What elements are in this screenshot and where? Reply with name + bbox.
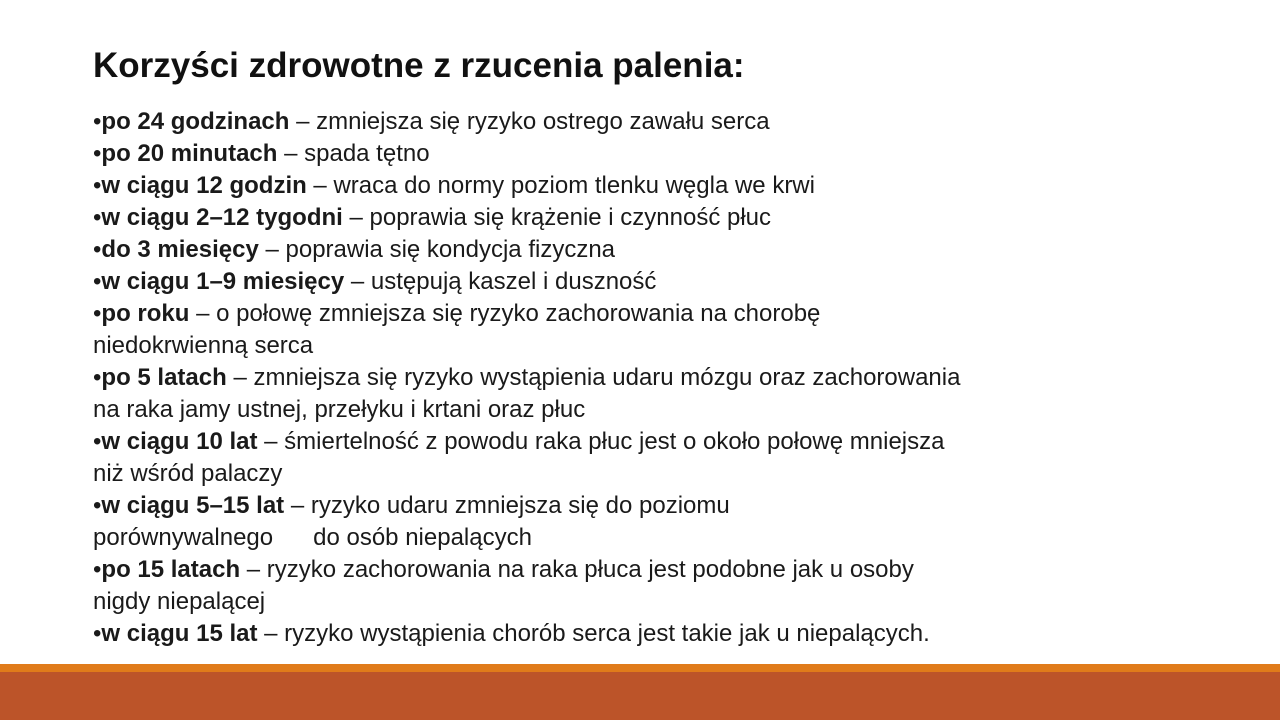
item-text: – ryzyko udaru zmniejsza się do poziomu — [284, 492, 730, 519]
bullet-icon: • — [93, 364, 102, 391]
bullet-icon: • — [93, 556, 102, 583]
item-lead: w ciągu 5–15 lat — [101, 492, 285, 519]
list-item — [93, 138, 1083, 170]
item-lead: w ciągu 12 godzin — [101, 172, 307, 199]
item-text: – ryzyko wystąpienia chorób serca jest takie jak u niepalących. — [257, 620, 930, 647]
list-item — [93, 266, 1083, 298]
list-item — [93, 426, 1083, 490]
bullet-icon: • — [93, 108, 102, 135]
item-text: – poprawia się krążenie i czynność płuc — [342, 204, 772, 231]
bullet-icon: • — [93, 236, 102, 263]
benefits-list — [93, 106, 1083, 650]
bullet-icon: • — [93, 300, 102, 327]
item-text: – o połowę zmniejsza się ryzyko zachorowania na chorobę — [189, 300, 821, 327]
item-text: – zmniejsza się ryzyko ostrego zawału serca — [289, 108, 770, 135]
item-lead: po roku — [101, 300, 190, 327]
item-lead: po 5 latach — [101, 364, 227, 391]
item-text: – wraca do normy poziom tlenku węgla we krwi — [306, 172, 815, 199]
item-continuation: niedokrwienną serca — [93, 332, 314, 359]
item-text: – ryzyko zachorowania na raka płuca jest podobne jak u osoby — [240, 556, 914, 583]
bullet-icon: • — [93, 140, 102, 167]
slide-title: Korzyści zdrowotne z rzucenia palenia: — [93, 46, 745, 85]
item-lead: w ciągu 2–12 tygodni — [101, 204, 343, 231]
item-text: – ustępują kaszel i duszność — [344, 268, 657, 295]
item-text: – zmniejsza się ryzyko wystąpienia udaru mózgu oraz zachorowania — [226, 364, 961, 391]
bullet-icon: • — [93, 268, 102, 295]
item-continuation: porównywalnego do osób niepalących — [93, 524, 532, 551]
list-item — [93, 490, 1083, 554]
list-item — [93, 234, 1083, 266]
item-lead: po 24 godzinach — [101, 108, 290, 135]
item-text: – spada tętno — [277, 140, 430, 167]
item-continuation: na raka jamy ustnej, przełyku i krtani oraz płuc — [93, 396, 586, 423]
item-lead: po 20 minutach — [101, 140, 278, 167]
item-continuation: niż wśród palaczy — [93, 460, 283, 487]
list-item — [93, 106, 1083, 138]
list-item — [93, 554, 1083, 618]
footer-band — [0, 672, 1280, 720]
item-lead: w ciągu 10 lat — [101, 428, 258, 455]
list-item — [93, 362, 1083, 426]
list-item — [93, 170, 1083, 202]
item-text: – śmiertelność z powodu raka płuc jest o około połowę mniejsza — [257, 428, 945, 455]
footer-accent-stripe — [0, 664, 1280, 672]
item-continuation: nigdy niepalącej — [93, 588, 266, 615]
bullet-icon: • — [93, 620, 102, 647]
bullet-icon: • — [93, 428, 102, 455]
item-lead: po 15 latach — [101, 556, 241, 583]
list-item — [93, 618, 1083, 650]
item-lead: do 3 miesięcy — [101, 236, 259, 263]
list-item — [93, 298, 1083, 362]
bullet-icon: • — [93, 172, 102, 199]
list-item — [93, 202, 1083, 234]
bullet-icon: • — [93, 204, 102, 231]
item-lead: w ciągu 15 lat — [101, 620, 258, 647]
bullet-icon: • — [93, 492, 102, 519]
item-text: – poprawia się kondycja fizyczna — [258, 236, 616, 263]
item-lead: w ciągu 1–9 miesięcy — [101, 268, 345, 295]
